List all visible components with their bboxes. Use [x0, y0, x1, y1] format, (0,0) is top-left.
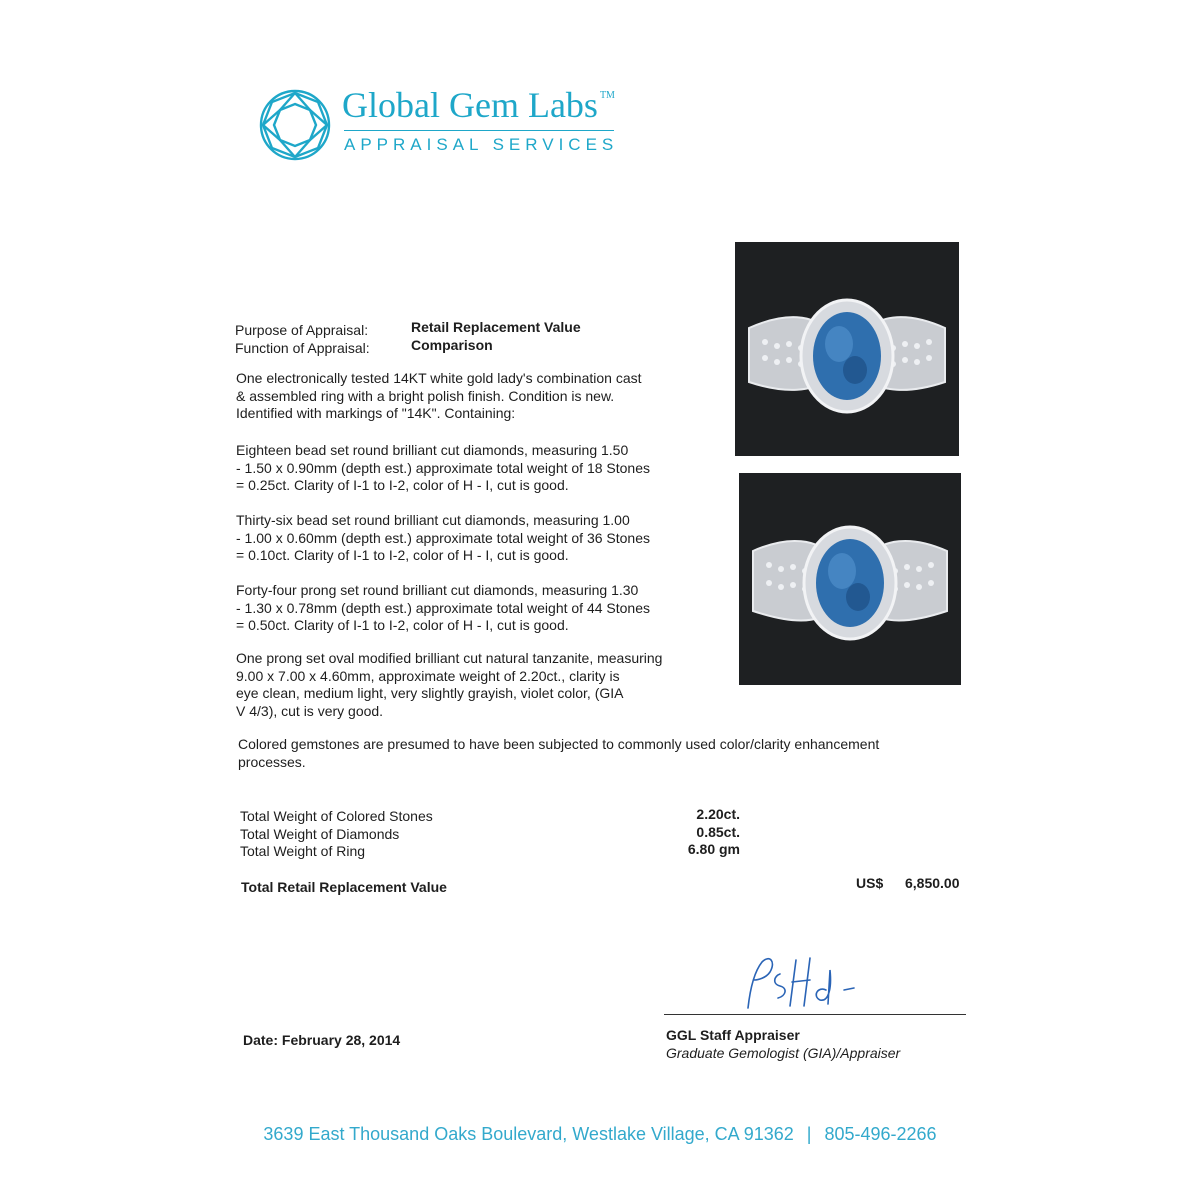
total-label: Total Weight of Ring [240, 843, 366, 859]
function-value: Comparison [411, 337, 493, 353]
signature-mark [740, 950, 870, 1017]
stone-line: - 1.50 x 0.90mm (depth est.) approximate total weight of 18 Stones [236, 459, 650, 476]
description-line: Identified with markings of "14K". Containing: [236, 405, 516, 421]
disclaimer-line: processes. [238, 753, 306, 770]
item-description [236, 370, 706, 423]
stone-line: eye clean, medium light, very slightly grayish, violet color, (GIA [236, 685, 624, 701]
purpose-label: Purpose of Appraisal: [235, 322, 369, 338]
stone-line: = 0.50ct. Clarity of I-1 to I-2, color of H - I, cut is good. [236, 617, 569, 633]
total-value: 2.20ct. [696, 806, 740, 822]
signature-line [664, 1014, 966, 1015]
ring-photo-top [735, 242, 959, 456]
stone-line: One prong set oval modified brilliant cut natural tanzanite, measuring [236, 650, 663, 666]
disclaimer-line: Colored gemstones are presumed to have been subjected to commonly used color/clarity enhancement [238, 736, 880, 752]
total-value: 6.80 gm [687, 841, 740, 857]
stone-group-4 [236, 650, 706, 720]
description-line: & assembled ring with a bright polish finish. Condition is new. [236, 387, 615, 404]
description-line: One electronically tested 14KT white gold lady's combination cast [236, 370, 642, 386]
total-label: Total Weight of Diamonds [240, 825, 400, 842]
stone-group-2 [236, 512, 706, 565]
brand-subtitle: APPRAISAL SERVICES [344, 135, 619, 154]
stone-line: = 0.25ct. Clarity of I-1 to I-2, color of H - I, cut is good. [236, 477, 569, 493]
stone-line: - 1.30 x 0.78mm (depth est.) approximate total weight of 44 Stones [236, 599, 650, 616]
total-value: 0.85ct. [696, 823, 740, 840]
stone-line: Forty-four prong set round brilliant cut diamonds, measuring 1.30 [236, 582, 639, 598]
footer-separator: | [806, 1124, 812, 1144]
total-label: Total Weight of Colored Stones [240, 808, 433, 824]
function-label: Function of Appraisal: [235, 340, 370, 356]
appraisal-date: Date: February 28, 2014 [243, 1032, 401, 1048]
enhancement-disclaimer [238, 736, 879, 771]
stone-line: - 1.00 x 0.60mm (depth est.) approximate total weight of 36 Stones [236, 529, 650, 546]
footer-contact [0, 1124, 1200, 1145]
footer-address: 3639 East Thousand Oaks Boulevard, Westlake Village, CA 91362 [263, 1124, 794, 1144]
stone-line: V 4/3), cut is very good. [236, 702, 384, 719]
stone-group-1 [236, 442, 706, 495]
retail-value-amount: 6,850.00 [905, 875, 960, 891]
brand-divider [344, 130, 614, 131]
totals-labels [240, 808, 433, 861]
ring-photo-bottom [739, 473, 961, 685]
stone-group-3 [236, 582, 706, 635]
stone-line: Thirty-six bead set round brilliant cut diamonds, measuring 1.00 [236, 512, 630, 528]
stone-line: 9.00 x 7.00 x 4.60mm, approximate weight of 2.20ct., clarity is [236, 667, 620, 684]
totals-values [670, 806, 740, 859]
stone-line: = 0.10ct. Clarity of I-1 to I-2, color of H - I, cut is good. [236, 547, 569, 563]
stone-line: Eighteen bead set round brilliant cut diamonds, measuring 1.50 [236, 442, 629, 458]
purpose-value: Retail Replacement Value [411, 319, 581, 335]
footer-phone: 805-496-2266 [824, 1124, 937, 1144]
signer-title: Graduate Gemologist (GIA)/Appraiser [666, 1045, 901, 1061]
signer-name: GGL Staff Appraiser [666, 1027, 800, 1043]
currency-label: US$ [856, 875, 884, 891]
brand-name: Global Gem Labs ™ [342, 85, 615, 125]
retail-value-label: Total Retail Replacement Value [241, 879, 447, 895]
gem-logo-icon [258, 88, 332, 162]
